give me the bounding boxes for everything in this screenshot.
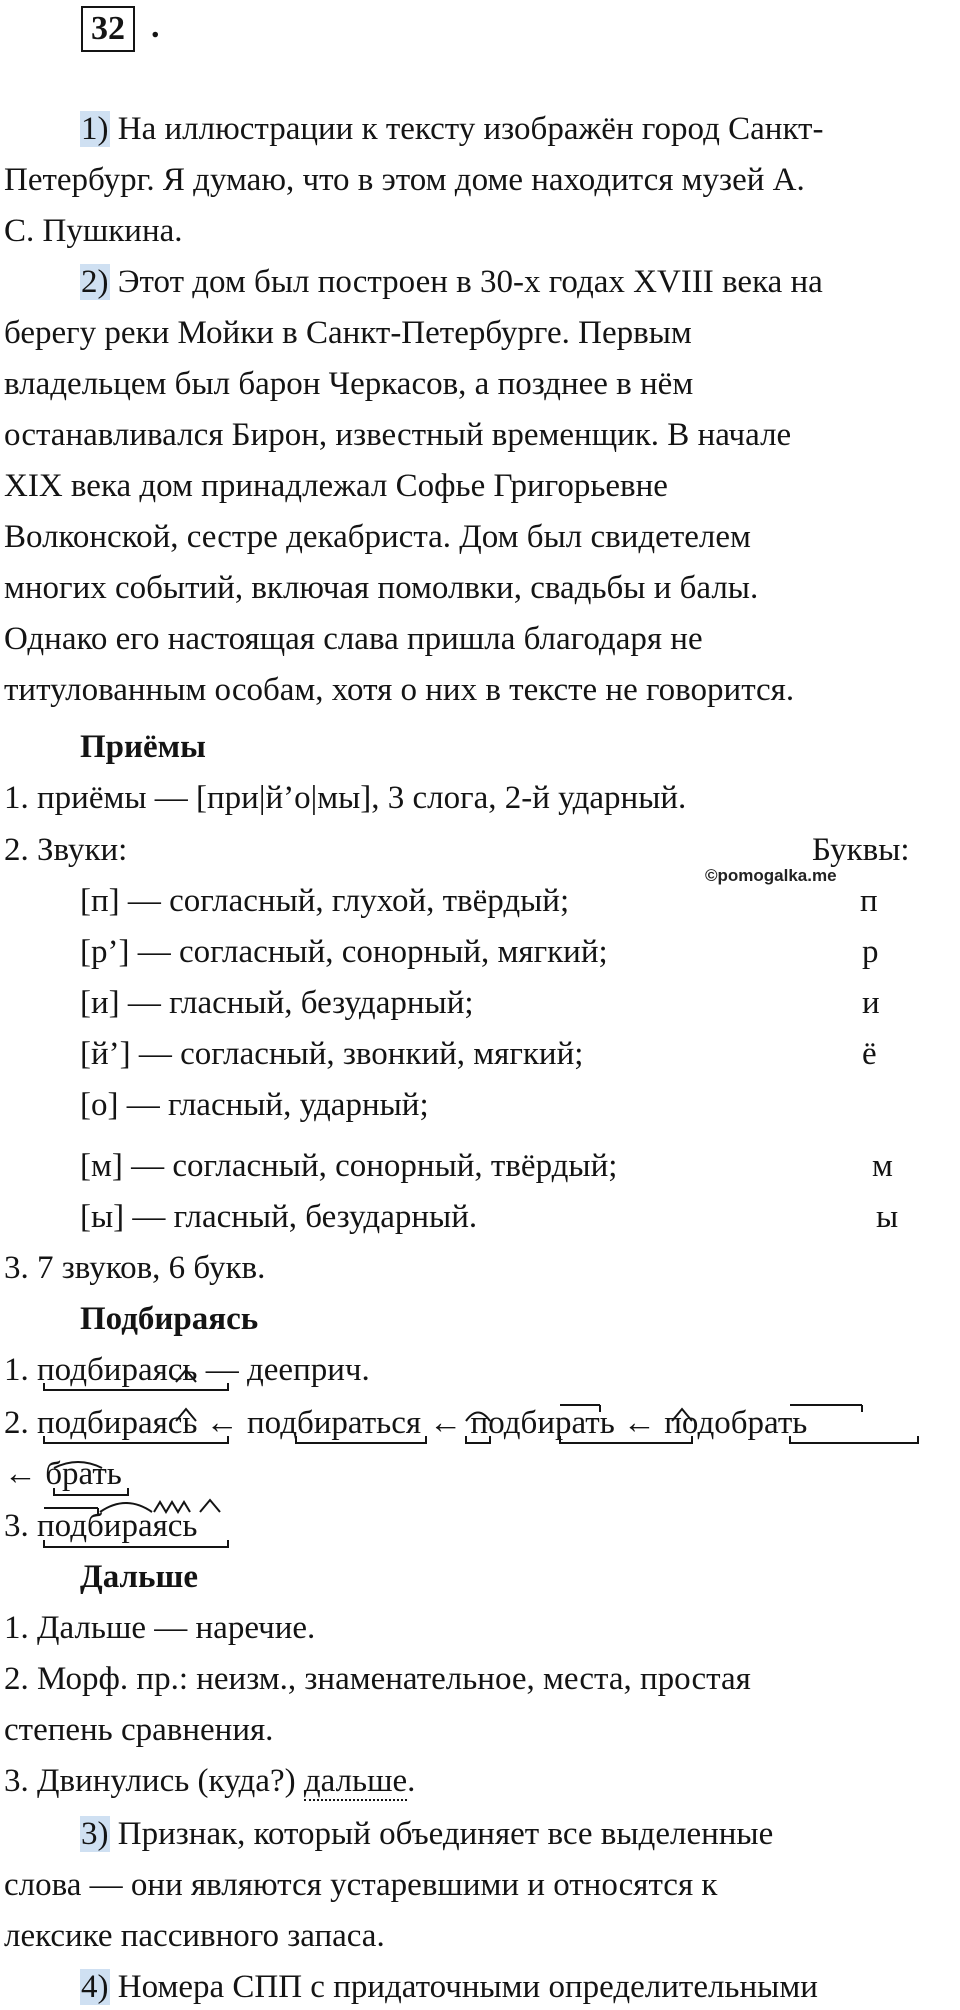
- section3-line-1: 3) Признак, который объединяет все выделенные: [81, 1816, 774, 1852]
- sound-letter: ё: [862, 1036, 877, 1072]
- section2-line-1: 2) Этот дом был построен в 30-х годах XVIII века на: [81, 264, 823, 300]
- section4-marker: 4): [81, 1969, 109, 2005]
- sound-letter: м: [872, 1148, 893, 1184]
- sound-row: [и] — гласный, безударный;: [80, 985, 474, 1021]
- word-form: подобрать: [664, 1405, 808, 1441]
- section2-line-4: останавливался Бирон, известный временщик. В начале: [4, 417, 792, 453]
- dalshe-line-3: 3. Двинулись (куда?) дальше.: [4, 1763, 416, 1799]
- section1-line-1: 1) На иллюстрации к тексту изображён город Санкт-: [81, 111, 824, 147]
- adverbial-underline: дальше: [303, 1763, 408, 1799]
- priemy-letters-label: Буквы:: [812, 832, 910, 868]
- dalshe-line-2b: степень сравнения.: [4, 1712, 274, 1748]
- section4-line-1: 4) Номера СПП с придаточными определительными: [81, 1969, 818, 2005]
- sound-row: [ы] — гласный, безударный.: [80, 1199, 478, 1235]
- section1-line-2: Петербург. Я думаю, что в этом доме находится музей А.: [4, 162, 805, 198]
- section3-line-3: лексике пассивного запаса.: [4, 1918, 385, 1954]
- task-number-dot: .: [151, 8, 160, 45]
- sound-letter: ы: [876, 1199, 899, 1235]
- section2-marker: 2): [81, 264, 109, 300]
- section2-line-7: многих событий, включая помолвки, свадьбы и балы.: [4, 570, 759, 606]
- dalshe-heading: Дальше: [80, 1559, 198, 1595]
- sound-row: [п] — согласный, глухой, твёрдый;: [80, 883, 570, 919]
- sound-letter: и: [862, 985, 880, 1021]
- section2-line-8: Однако его настоящая слава пришла благодаря не: [4, 621, 703, 657]
- priemy-heading: Приёмы: [80, 729, 206, 765]
- sound-letter: п: [860, 883, 878, 919]
- priemy-sounds-label: 2. Звуки:: [4, 832, 128, 868]
- podbirayas-line-2b: ← брать: [4, 1456, 122, 1492]
- priemy-line-1: 1. приёмы — [при|й’о|мы], 3 слога, 2-й ударный.: [4, 780, 687, 816]
- sound-row: [о] — гласный, ударный;: [80, 1087, 429, 1123]
- dalshe-line-2: 2. Морф. пр.: неизм., знаменательное, места, простая: [4, 1661, 751, 1697]
- sound-row: [р’] — согласный, сонорный, мягкий;: [80, 934, 608, 970]
- section3-marker: 3): [81, 1816, 109, 1852]
- task-number: 32: [91, 10, 125, 47]
- podbirayas-heading: Подбираясь: [80, 1301, 259, 1337]
- suffix-mark: [200, 1500, 220, 1512]
- stem-mark: [790, 1436, 918, 1443]
- section2-line-2: берегу реки Мойки в Санкт-Петербурге. Первым: [4, 315, 692, 351]
- section2-line-6: Волконской, сестре декабриста. Дом был свидетелем: [4, 519, 751, 555]
- podbirayas-line-2: 2. подбираясь ← подбираться ← подбирать ← подобрать: [4, 1405, 808, 1441]
- podbirayas-line-1: 1. подбираясь — дееприч.: [4, 1352, 370, 1388]
- section1-line-3: С. Пушкина.: [4, 213, 183, 249]
- section3-line-2: слова — они являются устаревшими и относятся к: [4, 1867, 718, 1903]
- section1-marker: 1): [81, 111, 109, 147]
- podbirayas-word: подбираясь: [37, 1352, 198, 1388]
- section2-line-5: XIX века дом принадлежал Софье Григорьевне: [4, 468, 668, 504]
- word-form: подбирать: [470, 1405, 615, 1441]
- word-form: подбираться: [246, 1405, 422, 1441]
- watermark: ©pomogalka.me: [705, 866, 837, 885]
- podbirayas-line-3: 3. подбираясь: [4, 1508, 198, 1544]
- task-number-box: [81, 6, 135, 52]
- priemy-summary: 3. 7 звуков, 6 букв.: [4, 1250, 266, 1286]
- sound-row: [м] — согласный, сонорный, твёрдый;: [80, 1148, 618, 1184]
- word-form: подбираясь: [37, 1508, 198, 1544]
- section2-line-9: титулованным особам, хотя о них в тексте не говорится.: [4, 672, 795, 708]
- dalshe-line-1: 1. Дальше — наречие.: [4, 1610, 316, 1646]
- sound-letter: р: [862, 934, 879, 970]
- section2-line-3: владельцем был барон Черкасов, а позднее в нём: [4, 366, 694, 402]
- sound-row: [й’] — согласный, звонкий, мягкий;: [80, 1036, 584, 1072]
- word-form: брать: [45, 1456, 122, 1492]
- word-form: подбираясь: [37, 1405, 198, 1441]
